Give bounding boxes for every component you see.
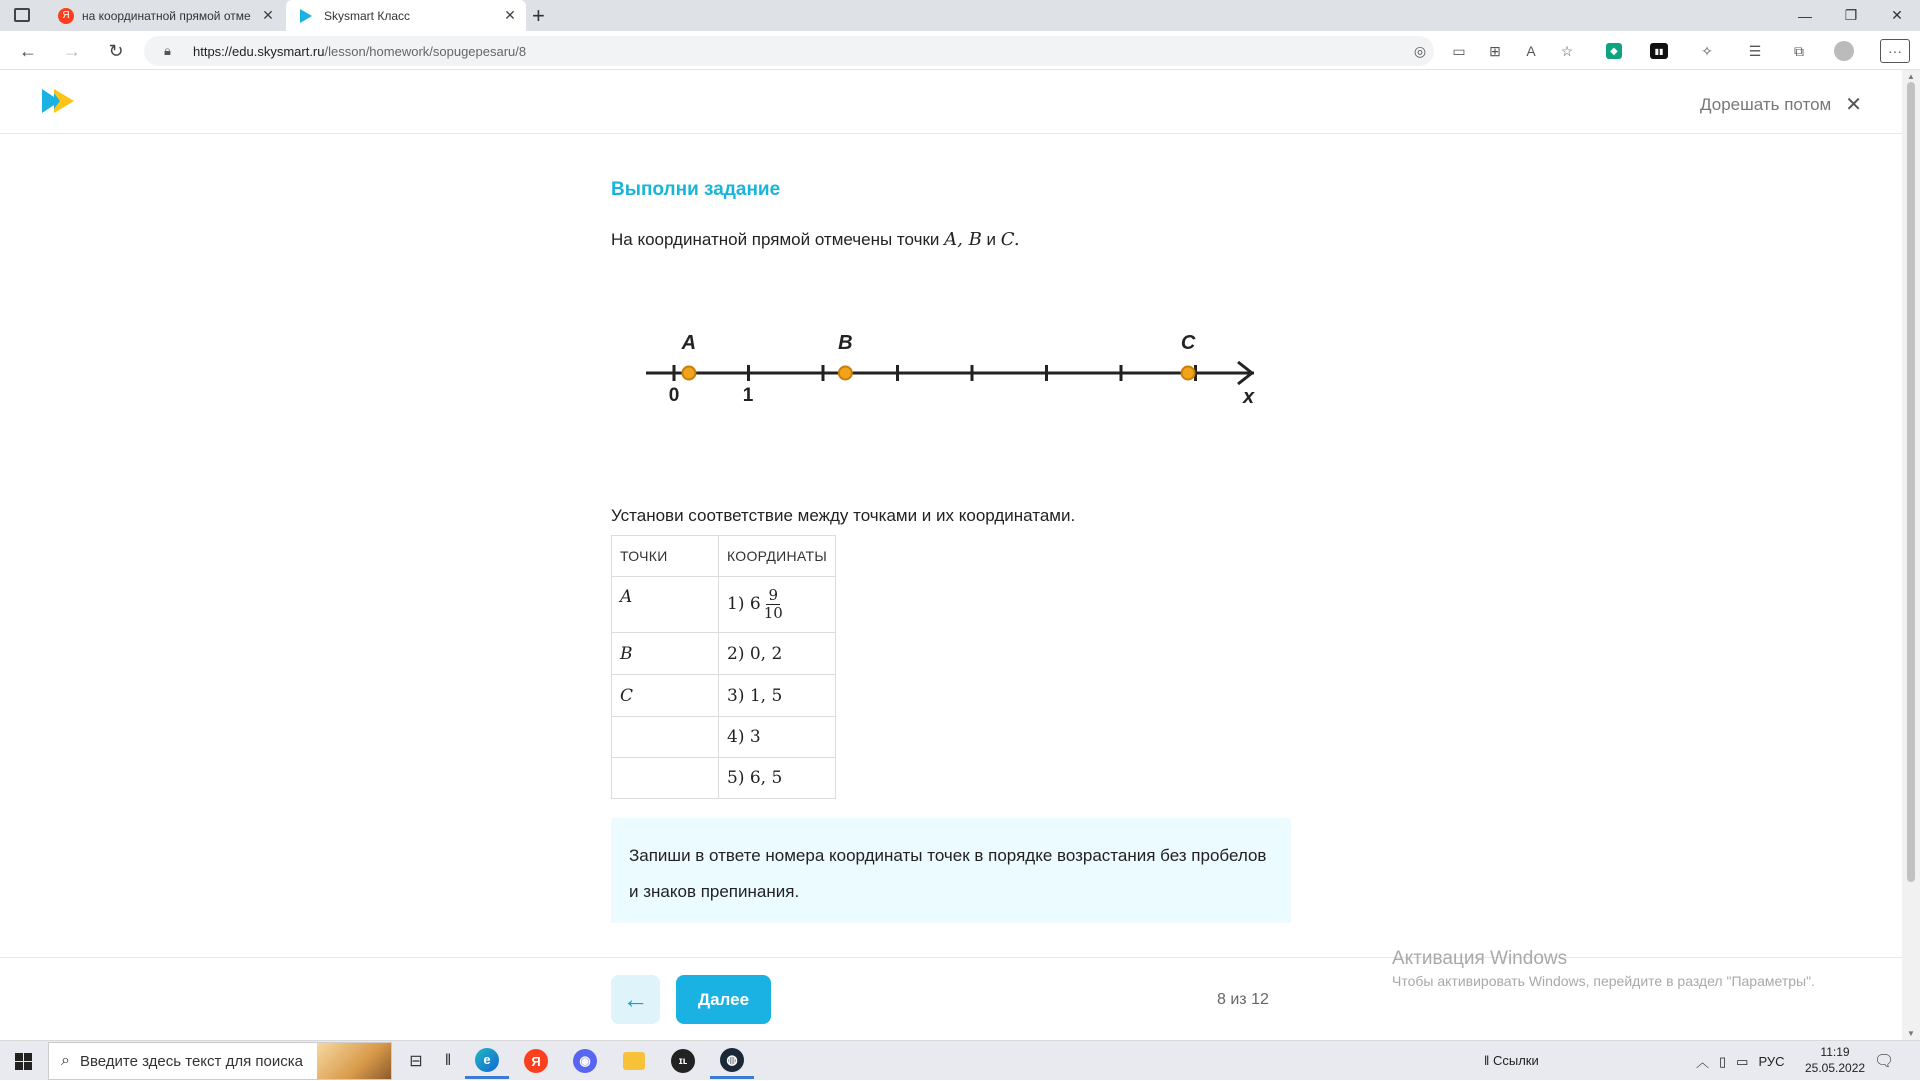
point-label-b: B xyxy=(838,332,853,354)
page-header xyxy=(0,70,1902,134)
restore-icon[interactable]: ❐ xyxy=(1844,7,1858,23)
tick-label-one: 1 xyxy=(742,385,754,406)
address-bar xyxy=(0,31,1920,70)
table-row xyxy=(612,633,836,675)
battery-icon[interactable]: ▯ xyxy=(1719,1053,1727,1069)
number-line-axis xyxy=(646,362,1254,384)
skysmart-favicon-icon xyxy=(300,9,312,23)
scroll-down-icon[interactable]: ▼ xyxy=(1907,1029,1915,1038)
browser-tab-bar xyxy=(0,0,1920,31)
bottom-navigation xyxy=(0,948,1902,1039)
point-cell xyxy=(612,758,719,799)
extension-icon[interactable]: ◆ xyxy=(1606,43,1622,59)
app-icon[interactable]: ɪʟ xyxy=(661,1043,705,1079)
coordinate-cell: 5) 6, 5 xyxy=(719,758,836,799)
extensions-icon[interactable]: ✧ xyxy=(1701,42,1713,59)
progress-counter: 8 из 12 xyxy=(1217,991,1269,1008)
point-cell xyxy=(612,717,719,758)
fraction: $\frac{9}{10}$ xyxy=(763,586,783,622)
windows-activation-subtitle: Чтобы активировать Windows, перейдите в раздел "Параметры". xyxy=(1392,973,1815,989)
taskbar-search-input[interactable] xyxy=(48,1042,392,1080)
match-instruction: Установи соответствие между точками и их координатами. xyxy=(611,506,1076,525)
profile-avatar[interactable] xyxy=(1834,41,1854,61)
scroll-up-icon[interactable]: ▲ xyxy=(1907,72,1915,81)
skysmart-logo xyxy=(40,88,76,114)
minimize-icon[interactable]: — xyxy=(1798,7,1812,24)
edge-app-icon[interactable]: e xyxy=(465,1043,509,1079)
task-title: Выполни задание xyxy=(611,179,781,200)
read-aloud-icon[interactable]: A xyxy=(1526,43,1536,59)
favorite-add-icon[interactable]: ☆ xyxy=(1560,42,1574,59)
language-indicator[interactable]: РУС xyxy=(1758,1054,1785,1069)
solve-later-label: Дорешать потом xyxy=(1700,94,1832,114)
number-line xyxy=(646,304,1266,424)
tab-title: Skysmart Класс xyxy=(324,8,411,23)
windows-activation-title: Активация Windows xyxy=(1392,948,1568,969)
tick-label-zero: 0 xyxy=(668,385,680,406)
clock-date: 25.05.2022 xyxy=(1805,1061,1866,1075)
coordinate-cell: 2) 0, 2 xyxy=(719,633,836,675)
point-cell: B xyxy=(612,633,719,675)
extension-icon[interactable]: ▮▮ xyxy=(1650,43,1668,59)
task-view-icon[interactable]: ⊟ xyxy=(409,1053,423,1070)
location-icon[interactable]: ◎ xyxy=(1413,42,1427,59)
point-cell: C xyxy=(612,675,719,717)
system-tray xyxy=(1696,1052,1785,1071)
search-icon: ⌕ xyxy=(61,1052,70,1069)
table-row xyxy=(612,717,836,758)
point-a xyxy=(682,367,695,380)
table-row xyxy=(612,758,836,799)
windows-taskbar xyxy=(0,1040,1920,1080)
lock-icon: 🔒︎ xyxy=(164,43,171,58)
url-field[interactable] xyxy=(144,36,1434,66)
search-highlight-image xyxy=(317,1043,391,1079)
search-placeholder: Введите здесь текст для поиска xyxy=(79,1052,303,1070)
apps-icon[interactable]: ⊞ xyxy=(1489,42,1501,59)
tray-expand-icon[interactable]: ︿ xyxy=(1696,1055,1710,1070)
point-label-c: C xyxy=(1180,332,1196,354)
new-tab-button[interactable]: + xyxy=(532,3,545,28)
coordinate-cell: 3) 1, 5 xyxy=(719,675,836,717)
forward-nav-icon[interactable]: → xyxy=(63,40,81,61)
window-close-icon[interactable]: ✕ xyxy=(1891,7,1903,23)
reader-icon[interactable]: ▭ xyxy=(1452,42,1466,59)
solve-later-button[interactable] xyxy=(1700,92,1862,117)
axis-label-x: x xyxy=(1243,386,1255,408)
point-c xyxy=(1182,367,1195,380)
scrollbar-thumb[interactable] xyxy=(1907,82,1915,882)
coordinate-cell: 1) 6 $\frac{9}{10}$ xyxy=(719,577,836,633)
discord-app-icon[interactable]: ◉ xyxy=(563,1043,607,1079)
network-icon[interactable]: ▭ xyxy=(1736,1053,1749,1069)
answer-hint: Запиши в ответе номера координаты точек в порядке возрастания без пробелов и знаков препинания. xyxy=(611,818,1291,923)
page-scrollbar[interactable] xyxy=(1902,70,1920,1040)
table-row xyxy=(612,577,836,633)
yandex-favicon-icon: Я xyxy=(58,8,74,24)
clock-time: 11:19 xyxy=(1820,1045,1850,1059)
tab-title: на координатной прямой отме xyxy=(82,8,251,23)
tab-yandex[interactable] xyxy=(44,0,284,31)
point-cell: A xyxy=(612,577,719,633)
close-icon[interactable]: ✕ xyxy=(1845,94,1862,116)
table-header-coordinates: КООРДИНАТЫ xyxy=(719,536,836,577)
table-row xyxy=(612,675,836,717)
links-toolbar[interactable]: ‖ Ссылки xyxy=(1484,1053,1539,1068)
tab-skysmart[interactable] xyxy=(286,0,526,31)
reload-icon[interactable]: ↻ xyxy=(108,40,124,61)
yandex-app-icon[interactable]: Я xyxy=(514,1043,558,1079)
file-explorer-icon[interactable] xyxy=(612,1043,656,1079)
arrow-left-icon: ← xyxy=(622,984,649,1014)
tab-close-icon[interactable]: ✕ xyxy=(262,7,274,23)
tab-actions-icon[interactable] xyxy=(14,8,30,22)
url-text: https://edu.skysmart.ru/lesson/homework/sopugepesaru/8 xyxy=(193,44,527,59)
coordinate-cell: 4) 3 xyxy=(719,717,836,758)
table-header-points: ТОЧКИ xyxy=(612,536,719,577)
back-nav-icon[interactable]: ← xyxy=(19,40,37,61)
clock[interactable] xyxy=(1805,1044,1865,1076)
windows-start-icon[interactable] xyxy=(0,1041,46,1081)
task-statement: На координатной прямой отмечены точки A, B и C. xyxy=(611,229,1020,250)
steam-app-icon[interactable]: ◍ xyxy=(710,1043,754,1079)
point-b xyxy=(839,367,852,380)
collections-icon[interactable]: ⧉ xyxy=(1794,42,1804,59)
point-label-a: A xyxy=(681,332,697,354)
favorites-icon[interactable]: ☰ xyxy=(1748,42,1762,59)
prev-button[interactable] xyxy=(611,975,660,1024)
tab-close-icon[interactable]: ✕ xyxy=(504,7,516,23)
taskbar-divider-icon: ‖ xyxy=(444,1052,452,1069)
notifications-icon[interactable]: 🗨︎ xyxy=(1874,1053,1895,1070)
more-menu-icon[interactable]: ··· xyxy=(1880,39,1910,63)
next-button[interactable]: Далее xyxy=(676,975,771,1024)
match-table xyxy=(611,535,836,799)
